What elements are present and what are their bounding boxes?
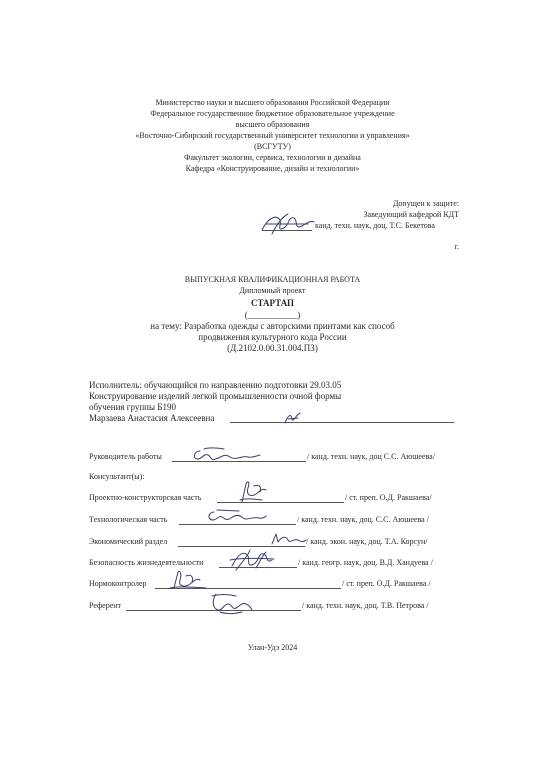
safety-part-person: / канд. геогр. наук, доц. В.Д. Хандуева / — [298, 558, 433, 567]
education-level-line: высшего образования — [235, 120, 310, 129]
reviewer-person: / канд. техн. наук, доц. Т.В. Петрова / — [302, 601, 429, 610]
topic-line-2: продвижения культурного кода России — [198, 332, 347, 342]
approval-admitted: Допущен к защите: — [392, 199, 459, 208]
norm-control-person: / ст. преп. О.Д. Ракшаева / — [342, 579, 431, 588]
document-code: (Д.2102.0.00.31.004.ПЗ) — [227, 343, 318, 353]
project-type: Дипломный проект — [239, 286, 306, 295]
reviewer-signature-image — [206, 590, 254, 616]
university-abbr-line: (ВСГУТУ) — [254, 142, 291, 151]
executor-signature-image — [282, 411, 304, 427]
institution-type-line: Федеральное государственное бюджетное образовательное учреждение — [150, 109, 395, 118]
supervisor-person: / канд. техн. наук, доц С.С. Аюшеева/ — [307, 452, 435, 461]
norm-control-signature-image — [166, 568, 210, 592]
topic-line-1: на тему: Разработка одежды с авторскими принтами как способ — [150, 321, 395, 331]
economics-part-role: Экономический раздел — [89, 537, 168, 546]
safety-part-role: Безопасность жизнедеятельности — [89, 558, 204, 567]
economics-part-person: / канд. экон. наук, доц. Т.А. Корсун/ — [306, 537, 428, 546]
technology-part-role: Технологическая часть — [89, 515, 168, 524]
design-part-role: Проектно-конструкторская часть — [89, 493, 202, 502]
approval-year: г. — [454, 242, 459, 251]
consultants-label: Консультант(ы): — [89, 472, 145, 481]
university-name-line: «Восточно-Сибирский государственный университет технологии и управления» — [135, 131, 410, 140]
executor-signature-line — [230, 422, 454, 423]
reviewer-role: Референт — [89, 601, 122, 610]
executor-line-1: Исполнитель: обучающийся по направлению подготовки 29.03.05 — [89, 380, 342, 390]
project-name: СТАРТАП — [251, 298, 294, 308]
department-line: Кафедра «Конструирование, дизайн и технологии» — [185, 164, 360, 173]
safety-part-signature-image — [226, 546, 276, 574]
executor-name: Марзаева Анастасия Алексеевна — [89, 413, 215, 423]
work-type: ВЫПУСКНАЯ КВАЛИФИКАЦИОННАЯ РАБОТА — [184, 275, 361, 284]
city-year: Улан-Удэ 2024 — [247, 643, 298, 652]
approval-head: Заведующий кафедрой КДТ — [363, 210, 459, 219]
norm-control-role: Нормоконтролер — [89, 579, 147, 588]
approval-signature-image — [258, 210, 318, 238]
approval-head-name: канд. техн. наук, доц. Т.С. Бекетова — [315, 221, 435, 230]
supervisor-signature-image — [190, 445, 262, 465]
technology-part-signature-image — [205, 506, 267, 526]
faculty-line: Факультет экологии, сервиса, технологии и дизайна — [184, 153, 361, 162]
executor-line-2: Конструирование изделий легкой промышленности очной формы — [89, 391, 342, 401]
executor-line-3: обучения группы Б190 — [89, 402, 176, 412]
project-bracket: (___________) — [244, 310, 301, 320]
technology-part-person: / канд. техн. наук, доц. С.С. Аюшеева / — [297, 515, 429, 524]
ministry-line: Министерство науки и высшего образования Российской Федерации — [155, 98, 390, 107]
design-part-person: / ст. преп. О.Д. Ракшаева/ — [345, 493, 432, 502]
design-part-signature-image — [236, 478, 272, 506]
supervisor-role: Руководитель работы — [89, 452, 162, 461]
